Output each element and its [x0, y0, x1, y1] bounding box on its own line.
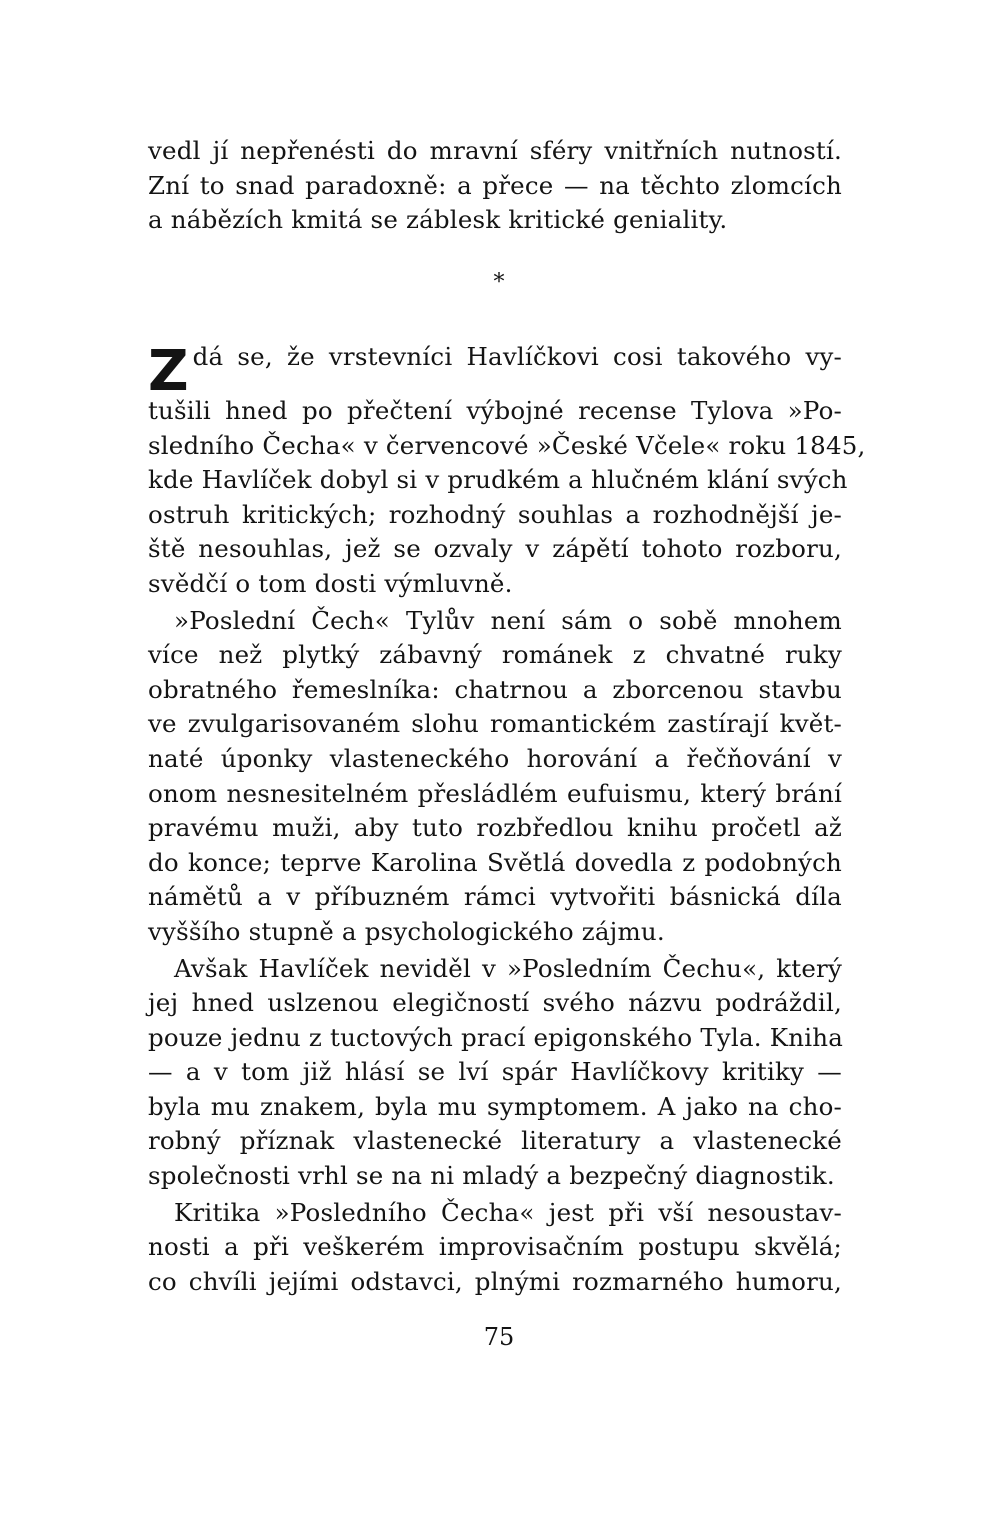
text-line: a nábězích kmitá se záblesk kritické geniality. — [148, 205, 728, 235]
text-line: nosti a při veškerém improvisačním postupu skvělá; — [148, 1232, 842, 1262]
text-line: ve zvulgarisovaném slohu romantickém zastírají květ- — [148, 709, 842, 739]
text-line: pravému muži, aby tuto rozbředlou knihu pročetl až — [148, 813, 842, 843]
text-line: obratného řemeslníka: chatrnou a zborcenou stavbu — [148, 674, 842, 704]
section-separator: * — [493, 270, 505, 295]
text-line: vyššího stupně a psychologického zájmu. — [148, 916, 665, 946]
text-line: Zní to snad paradoxně: a přece — na těchto zlomcích — [148, 170, 842, 200]
text-line: dá se, že vrstevníci Havlíčkovi cosi takového vy- — [192, 342, 842, 371]
text-line: svědčí o tom dosti výmluvně. — [148, 568, 513, 598]
text-line: Kritika »Posledního Čecha« jest při vší nesoustav- — [174, 1197, 842, 1227]
text-line: ostruh kritických; rozhodný souhlas a rozhodnější je- — [148, 499, 842, 529]
paragraph-2 — [148, 604, 842, 950]
drop-cap: Z — [148, 339, 189, 404]
text-line: námětů a v příbuzném rámci vytvořiti básnická díla — [148, 882, 842, 912]
intro-paragraph — [148, 134, 842, 238]
text-line: pouze jednu z tuctových prací epigonského Tyla. Kniha — [148, 1022, 844, 1052]
text-line: byla mu znakem, byla mu symptomem. A jako na cho- — [148, 1091, 842, 1121]
text-line: jej hned uslzenou elegičností svého názvu podráždil, — [148, 988, 842, 1018]
text-line: co chvíli jejími odstavci, plnými rozmarného humoru, — [148, 1266, 842, 1296]
text-line: robný příznak vlastenecké literatury a vlastenecké — [148, 1126, 842, 1156]
text-line: společnosti vrhl se na ni mladý a bezpečný diagnostik. — [148, 1161, 835, 1191]
paragraph-4 — [148, 1196, 842, 1300]
text-line: vedl jí nepřenésti do mravní sféry vnitřních nutností. — [148, 136, 842, 165]
text-line: sledního Čecha« v červencové »České Včele« roku 1845, — [148, 430, 866, 460]
text-line: tušili hned po přečtení výbojné recense Tylova »Po- — [148, 396, 842, 425]
text-line: kde Havlíček dobyl si v prudkém a hlučném klání svých — [148, 465, 848, 495]
text-line: »Poslední Čech« Tylův není sám o sobě mnohem — [174, 605, 842, 635]
text-line: naté úponky vlasteneckého horování a řečňování v — [148, 743, 842, 773]
paragraph-3 — [148, 952, 842, 1194]
page-number: 75 — [483, 1323, 515, 1351]
main-text — [148, 339, 866, 1299]
text-line: více než plytký zábavný románek z chvatné ruky — [148, 640, 842, 670]
text-line: do konce; teprve Karolina Světlá dovedla z podobných — [148, 847, 842, 877]
paragraph-1 — [148, 339, 866, 602]
text-line: ště nesouhlas, jež se ozvaly v zápětí tohoto rozboru, — [148, 534, 842, 564]
text-line: Avšak Havlíček neviděl v »Posledním Čechu«, který — [174, 953, 842, 983]
text-line: — a v tom již hlásí se lví spár Havlíčkovy kritiky — — [148, 1057, 842, 1087]
text-line: onom nesnesitelném přesládlém eufuismu, který brání — [148, 778, 842, 808]
